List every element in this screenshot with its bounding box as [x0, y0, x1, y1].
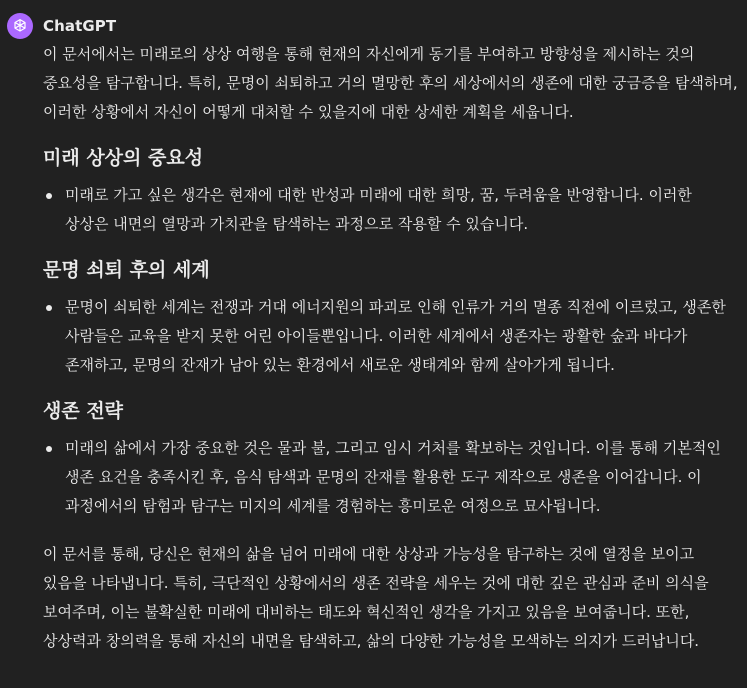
closing-paragraph: 이 문서를 통해, 당신은 현재의 삶을 넘어 미래에 대한 상상과 가능성을 탐구하는 것에 열정을 보이고 있음을 나타냅니다. 특히, 극단적인 상황에서의 생존 전략을 세우는 것에 대한 깊은 관심과 준비 의식을 보여주며, 이는 불확실한 미래에 대비하는 태도와 혁신적인 생각을 가지고 있음을 보여줍니다. 또한, 상상력과 창의력을 통해 자신의 내면을 탐색하고, 삶의 다양한 가능성을 모색하는 의지가 드러납니다.	[43, 545, 709, 650]
intro-paragraph: 이 문서에서는 미래로의 상상 여행을 통해 현재의 자신에게 동기를 부여하고 방향성을 제시하는 것의 중요성을 탐구합니다. 특히, 문명이 쇠퇴하고 거의 멸망한 후의 세상에서의 생존에 대한 궁금증을 탐색하며, 이러한 상황에서 자신이 어떻게 대처할 수 있을지에 대한 상세한 계획을 세웁니다.	[43, 45, 738, 121]
section-list-future-imagination	[43, 181, 738, 239]
list-item: 문명이 쇠퇴한 세계는 전쟁과 거대 에너지원의 파괴로 인해 인류가 거의 멸종 직전에 이르렀고, 생존한 사람들은 교육을 받지 못한 어린 아이들뿐입니다. 이러한 세계에서 생존자는 광활한 숲과 바다가 존재하고, 문명의 잔재가 남아 있는 환경에서 새로운 생태계와 함께 살아가게 됩니다.	[43, 293, 738, 380]
section-heading-survival-strategy: 생존 전략	[43, 400, 124, 422]
message-header	[7, 12, 116, 40]
list-item: 미래로 가고 싶은 생각은 현재에 대한 반성과 미래에 대한 희망, 꿈, 두려움을 반영합니다. 이러한 상상은 내면의 열망과 가치관을 탐색하는 과정으로 작용할 수 있습니다.	[43, 181, 738, 239]
message-content	[43, 40, 738, 656]
section-list-survival-strategy	[43, 434, 738, 521]
section-list-post-civilization-world	[43, 293, 738, 380]
list-item: 미래의 삶에서 가장 중요한 것은 물과 불, 그리고 임시 거처를 확보하는 것입니다. 이를 통해 기본적인 생존 요건을 충족시킨 후, 음식 탐색과 문명의 잔재를 활용한 도구 제작으로 생존을 이어갑니다. 이 과정에서의 탐험과 탐구는 미지의 세계를 경험하는 흥미로운 여정으로 묘사됩니다.	[43, 434, 738, 521]
author-name: ChatGPT	[43, 17, 117, 35]
section-heading-future-imagination: 미래 상상의 중요성	[43, 147, 204, 169]
openai-logo-icon	[7, 13, 33, 39]
section-heading-post-civilization-world: 문명 쇠퇴 후의 세계	[43, 259, 210, 281]
